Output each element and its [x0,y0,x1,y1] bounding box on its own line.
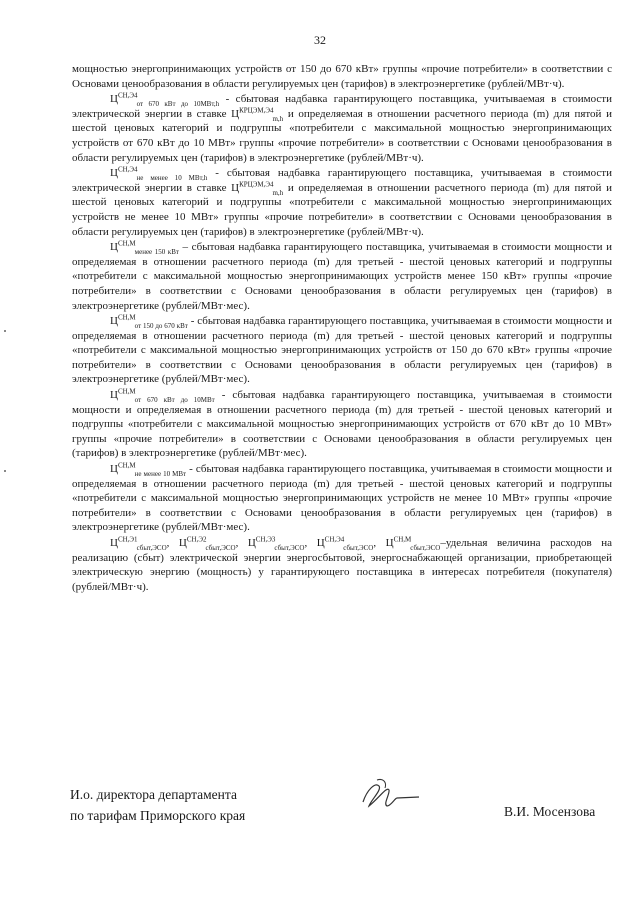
symbol-superscript: СН,М [117,239,136,248]
tariff-symbol: $^{КРЦЭМ,Э4}_{m,h}$ [239,180,284,197]
symbol-superscript: СН,М [117,313,136,322]
page-number: 32 [314,33,326,47]
signatory-name: В.И. Мосензова [504,804,596,819]
definitions-list [72,92,612,535]
symbol-subscript: сбыт,ЭСО [274,544,305,553]
tariff-symbol: $Ц^{СН,М}_{не менее 10 МВт}$ [110,461,187,479]
symbol-superscript: СН,М [393,535,412,544]
tariff-symbol: $Ц^{СН,М}_{от 670 кВт до 10МВт}$ [110,387,215,405]
definition-paragraph: $Ц^{СН,М}_{не менее 10 МВт}$ - сбытовая надбавка гарантирующего поставщика, учитываемая в стоимости мощности и определяемая в отношении расчетного периода (m) для третьей - шестой ценовых категорий и подгруппы «потребители с максимальной мощностью энергопринимающих устройств не менее 10 МВт» группы «прочие потребители» в соответствии с Основами ценообразования в области регулируемых цен (тарифов) в электроэнергетике (рублей/МВт·мес). [72,461,612,534]
symbol-subscript: сбыт,ЭСО [136,544,167,553]
definition-paragraph: $Ц^{СН,М}_{от 150 до 670 кВт}$ - сбытовая надбавка гарантирующего поставщика, учитываемая в стоимости мощности и определяемая в отношении расчетного периода (m) для третьей - шестой ценовых категорий и подгруппы «потребители с максимальной мощностью энергопринимающих устройств от 150 до 670 кВт» группы «прочие потребители» в соответствии с Основами ценообразования в области регулируемых цен (тарифов) в электроэнергетике (рублей/МВт·мес). [72,313,612,386]
tariff-symbol: $Ц^{СН,Э2}_{сбыт,ЭСО}$ [178,535,236,553]
scan-artifact [4,470,6,472]
symbol-superscript: СН,М [117,387,136,396]
definition-paragraph: $Ц^{СН,М}_{менее 150 кВт}$ – сбытовая надбавка гарантирующего поставщика, учитываемая в стоимости мощности и определяемая в отношении расчетного периода (m) для третьей - шестой ценовых категорий и подгруппы «потребители с максимальной мощностью энергопринимающих устройств менее 150 кВт» группы «прочие потребители» в соответствии с Основами ценообразования в области регулируемых цен (тарифов) в электроэнергетике (рублей/МВт·мес). [72,239,612,312]
final-definition-paragraph: $Ц^{СН,Э1}_{сбыт,ЭСО}$, $Ц^{СН,Э2}_{сбыт,ЭСО}$, $Ц^{СН,Э3}_{сбыт,ЭСО}$, $Ц^{СН,Э4}_{сбыт,ЭСО}$, $Ц^{СН,М}_{сбыт,ЭСО}$–удельная величина расходов на реализацию (сбыт) электрической энергии энергосбытовой, энергоснабжающей организации, приобретающей электрическую энергию (мощность) у гарантирующего поставщика в интересах потребителя (покупателя) (рублей/МВт·ч). [72,535,613,593]
symbol-superscript: СН,Э1 [117,535,138,544]
document-body [72,62,612,595]
tariff-symbol: $Ц^{СН,Э4}_{от 670 кВт до 10МВт,h}$ [110,91,220,109]
definition-paragraph: $Ц^{СН,Э4}_{не менее 10 МВт,h}$ - сбытовая надбавка гарантирующего поставщика, учитываемая в стоимости электрической энергии в ставке $Ц^{КРЦЭМ,Э4}_{m,h}$ и определяемая в отношении расчетного периода (m) для пятой и шестой ценовых категорий и подгруппы «потребители с максимальной мощностью энергопринимающих устройств не менее 10 МВт» группы «прочие потребители» в соответствии с Основами ценообразования в области регулируемых цен (тарифов) в электроэнергетике (рублей/МВт·ч). [72,165,613,238]
symbol-superscript: СН,Э4 [117,91,138,100]
tariff-symbol: $^{КРЦЭМ,Э4}_{m,h}$ [239,106,284,123]
intro-paragraph: мощностью энергопринимающих устройств от 150 до 670 кВт» группы «прочие потребители» в соответствии с Основами ценообразования в области регулируемых цен (тарифов) в электроэнергетике (рублей/МВт·ч). [72,63,612,90]
scan-artifact [4,330,6,332]
symbol-superscript: СН,Э2 [186,535,207,544]
tariff-symbol: $Ц^{СН,М}_{сбыт,ЭСО}$ [385,535,441,553]
symbol-subscript: от 150 до 670 кВт [134,322,188,331]
symbol-subscript: сбыт,ЭСО [343,544,374,553]
tariff-symbol: $Ц^{СН,Э1}_{сбыт,ЭСО}$ [110,535,167,553]
symbol-subscript: от 670 кВт до 10МВт [134,396,215,405]
symbol-subscript: сбыт,ЭСО [205,544,236,553]
tariff-symbol: $Ц^{СН,Э4}_{сбыт,ЭСО}$ [316,535,374,553]
symbol-subscript: от 670 кВт до 10МВт,h [136,100,220,109]
symbol-subscript: менее 150 кВт [134,248,179,257]
position-line-1: И.о. директора департамента [70,787,237,802]
signatory-position [70,784,245,826]
symbol-superscript: СН,Э3 [255,535,276,544]
symbol-superscript: СН,Э4 [117,165,138,174]
tariff-symbol: $Ц^{СН,Э4}_{не менее 10 МВт,h}$ [110,165,208,183]
symbol-subscript: не менее 10 МВт [134,470,187,479]
symbol-subscript: сбыт,ЭСО [410,544,441,553]
tariff-symbol: $Ц^{СН,М}_{от 150 до 670 кВт}$ [110,313,188,331]
symbol-superscript: СН,М [117,461,136,470]
symbol-subscript: не менее 10 МВт,h [136,174,208,183]
definition-paragraph: $Ц^{СН,М}_{от 670 кВт до 10МВт}$ - сбытовая надбавка гарантирующего поставщика, учитываемая в стоимости мощности и определяемая в отношении расчетного периода (m) для третьей - шестой ценовых категорий и подгруппы «потребители с максимальной мощностью энергопринимающих устройств от 670 кВт до 10 МВт» группы «прочие потребители» в соответствии с Основами ценообразования в области регулируемых цен (тарифов) в электроэнергетике (рублей/МВт·мес). [72,387,612,460]
tariff-symbol: $Ц^{СН,М}_{менее 150 кВт}$ [110,239,179,257]
tariff-symbol: $Ц^{СН,Э3}_{сбыт,ЭСО}$ [247,535,305,553]
position-line-2: по тарифам Приморского края [70,808,246,823]
symbol-superscript: СН,Э4 [324,535,345,544]
definition-paragraph: $Ц^{СН,Э4}_{от 670 кВт до 10МВт,h}$ - сбытовая надбавка гарантирующего поставщика, учитываемая в стоимости электрической энергии в ставке $Ц^{КРЦЭМ,Э4}_{m,h}$ и определяемая в отношении расчетного периода (m) для пятой и шестой ценовых категорий и подгруппы «потребители с максимальной мощностью энергопринимающих устройств от 670 кВт до 10 МВт» группы «прочие потребители» в соответствии с Основами ценообразования в области регулируемых цен (тарифов) в электроэнергетике (рублей/МВт·ч). [72,91,613,164]
handwritten-signature [357,776,432,816]
